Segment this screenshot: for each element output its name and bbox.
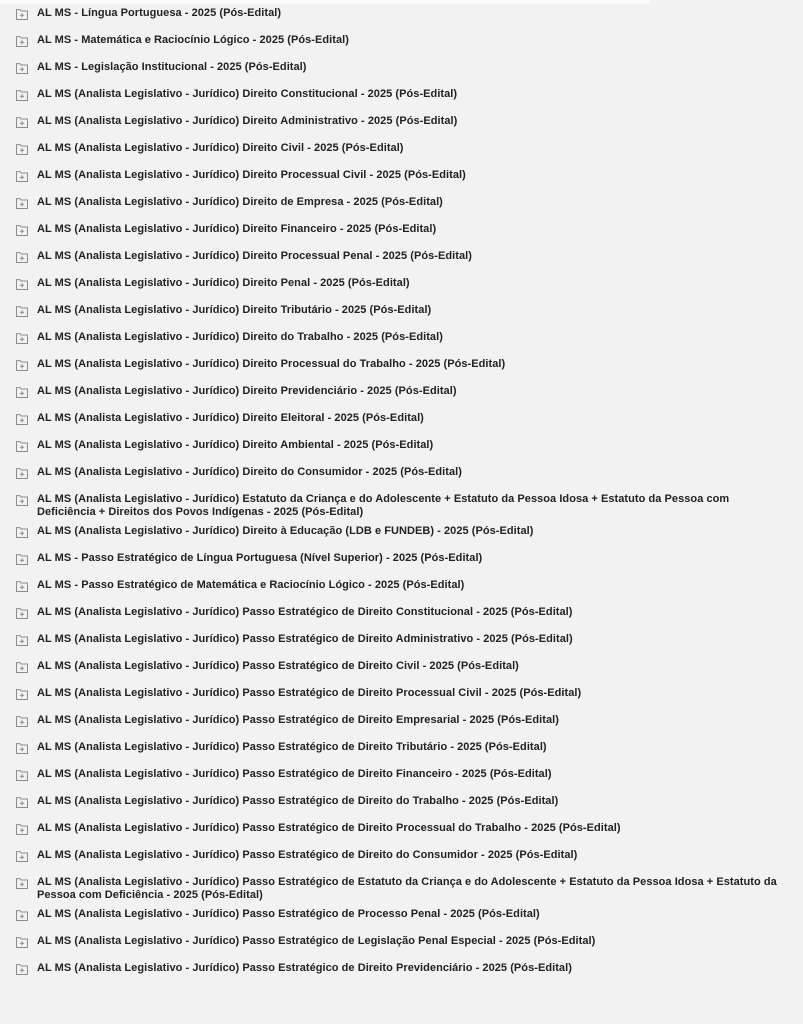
folder-plus-icon[interactable]	[16, 63, 28, 74]
folder-plus-icon[interactable]	[16, 117, 28, 128]
course-list-item[interactable]	[0, 905, 803, 932]
course-list-item[interactable]	[0, 792, 803, 819]
folder-plus-icon[interactable]	[16, 171, 28, 182]
course-list-item[interactable]	[0, 166, 803, 193]
course-list-item[interactable]	[0, 220, 803, 247]
folder-plus-icon[interactable]	[16, 306, 28, 317]
course-list-item[interactable]	[0, 112, 803, 139]
course-list-item[interactable]	[0, 490, 803, 522]
course-list-item[interactable]	[0, 355, 803, 382]
course-list-item[interactable]	[0, 463, 803, 490]
course-list-item[interactable]	[0, 711, 803, 738]
folder-plus-icon[interactable]	[16, 495, 28, 506]
folder-plus-icon[interactable]	[16, 414, 28, 425]
course-title: AL MS (Analista Legislativo - Jurídico) Direito Constitucional - 2025 (Pós-Edital)	[37, 88, 458, 100]
course-list-item[interactable]	[0, 738, 803, 765]
course-title: AL MS - Passo Estratégico de Matemática e Raciocínio Lógico - 2025 (Pós-Edital)	[37, 579, 465, 591]
course-title: AL MS (Analista Legislativo - Jurídico) Direito Tributário - 2025 (Pós-Edital)	[37, 304, 432, 316]
course-title: AL MS (Analista Legislativo - Jurídico) Passo Estratégico de Direito Empresarial - 2025 (Pós-Edital)	[37, 714, 559, 726]
course-title: AL MS (Analista Legislativo - Jurídico) Direito Previdenciário - 2025 (Pós-Edital)	[37, 385, 457, 397]
course-list-item[interactable]	[0, 31, 803, 58]
folder-plus-icon[interactable]	[16, 9, 28, 20]
course-title: AL MS (Analista Legislativo - Jurídico) Direito de Empresa - 2025 (Pós-Edital)	[37, 196, 443, 208]
course-title: AL MS (Analista Legislativo - Jurídico) Passo Estratégico de Direito Previdenciário - 2025 (Pós-Edital)	[37, 962, 572, 974]
course-title: AL MS (Analista Legislativo - Jurídico) Direito Processual Civil - 2025 (Pós-Edital)	[37, 169, 466, 181]
course-title: AL MS - Passo Estratégico de Língua Portuguesa (Nível Superior) - 2025 (Pós-Edital)	[37, 552, 483, 564]
folder-plus-icon[interactable]	[16, 468, 28, 479]
course-title: AL MS (Analista Legislativo - Jurídico) Passo Estratégico de Direito do Consumidor - 2025 (Pós-Edital)	[37, 849, 578, 861]
course-list-item[interactable]	[0, 819, 803, 846]
folder-plus-icon[interactable]	[16, 851, 28, 862]
course-title: AL MS (Analista Legislativo - Jurídico) Direito do Trabalho - 2025 (Pós-Edital)	[37, 331, 443, 343]
course-title: AL MS (Analista Legislativo - Jurídico) Passo Estratégico de Direito Processual Civil - 2025 (Pós-Edital)	[37, 687, 582, 699]
folder-plus-icon[interactable]	[16, 333, 28, 344]
course-list-item[interactable]	[0, 576, 803, 603]
course-title: AL MS (Analista Legislativo - Jurídico) Direito à Educação (LDB e FUNDEB) - 2025 (Pós-Edital)	[37, 525, 534, 537]
folder-plus-icon[interactable]	[16, 581, 28, 592]
course-title: AL MS (Analista Legislativo - Jurídico) Direito Penal - 2025 (Pós-Edital)	[37, 277, 410, 289]
folder-plus-icon[interactable]	[16, 878, 28, 889]
course-title: AL MS (Analista Legislativo - Jurídico) Direito Administrativo - 2025 (Pós-Edital)	[37, 115, 458, 127]
folder-plus-icon[interactable]	[16, 910, 28, 921]
folder-plus-icon[interactable]	[16, 608, 28, 619]
course-list-item[interactable]	[0, 657, 803, 684]
course-title: AL MS (Analista Legislativo - Jurídico) Passo Estratégico de Direito do Trabalho - 2025 (Pós-Edital)	[37, 795, 559, 807]
course-list-item[interactable]	[0, 846, 803, 873]
folder-plus-icon[interactable]	[16, 689, 28, 700]
course-list-item[interactable]	[0, 58, 803, 85]
folder-plus-icon[interactable]	[16, 252, 28, 263]
folder-plus-icon[interactable]	[16, 225, 28, 236]
course-list-item[interactable]	[0, 4, 803, 31]
course-title: AL MS (Analista Legislativo - Jurídico) Direito Processual do Trabalho - 2025 (Pós-Edital)	[37, 358, 506, 370]
course-title: AL MS - Língua Portuguesa - 2025 (Pós-Edital)	[37, 7, 282, 19]
folder-plus-icon[interactable]	[16, 770, 28, 781]
course-title: AL MS (Analista Legislativo - Jurídico) Passo Estratégico de Direito Processual do Trabalho - 2025 (Pós-Edital)	[37, 822, 621, 834]
folder-plus-icon[interactable]	[16, 90, 28, 101]
course-list-item[interactable]	[0, 932, 803, 959]
course-list-item[interactable]	[0, 328, 803, 355]
course-title: AL MS (Analista Legislativo - Jurídico) Direito do Consumidor - 2025 (Pós-Edital)	[37, 466, 462, 478]
folder-plus-icon[interactable]	[16, 360, 28, 371]
course-title: AL MS (Analista Legislativo - Jurídico) Passo Estratégico de Legislação Penal Especial - 2025 (Pós-Edital)	[37, 935, 596, 947]
folder-plus-icon[interactable]	[16, 144, 28, 155]
folder-plus-icon[interactable]	[16, 937, 28, 948]
course-list-item[interactable]	[0, 549, 803, 576]
course-title: AL MS (Analista Legislativo - Jurídico) Passo Estratégico de Direito Financeiro - 2025 (Pós-Edital)	[37, 768, 552, 780]
course-list-item[interactable]	[0, 522, 803, 549]
course-list-item[interactable]	[0, 603, 803, 630]
folder-plus-icon[interactable]	[16, 716, 28, 727]
course-title: AL MS (Analista Legislativo - Jurídico) Passo Estratégico de Processo Penal - 2025 (Pós-Edital)	[37, 908, 540, 920]
course-list-item[interactable]	[0, 139, 803, 166]
course-list-item[interactable]	[0, 436, 803, 463]
folder-plus-icon[interactable]	[16, 279, 28, 290]
course-title: AL MS (Analista Legislativo - Jurídico) Direito Eleitoral - 2025 (Pós-Edital)	[37, 412, 424, 424]
folder-plus-icon[interactable]	[16, 635, 28, 646]
course-list-item[interactable]	[0, 684, 803, 711]
folder-plus-icon[interactable]	[16, 198, 28, 209]
course-title: AL MS (Analista Legislativo - Jurídico) Passo Estratégico de Direito Civil - 2025 (Pós-Edital)	[37, 660, 519, 672]
course-title: AL MS (Analista Legislativo - Jurídico) Passo Estratégico de Direito Administrativo - 2025 (Pós-Edital)	[37, 633, 573, 645]
course-title: AL MS - Matemática e Raciocínio Lógico - 2025 (Pós-Edital)	[37, 34, 349, 46]
folder-plus-icon[interactable]	[16, 743, 28, 754]
course-list-item[interactable]	[0, 274, 803, 301]
course-list-item[interactable]	[0, 409, 803, 436]
course-title: AL MS (Analista Legislativo - Jurídico) Passo Estratégico de Estatuto da Criança e do Adolescente + Estatuto da Pessoa Idosa + Estatuto da Pessoa com Deficiência - 2025 (Pós-Edital)	[37, 876, 777, 901]
course-list-item[interactable]	[0, 193, 803, 220]
course-list-item[interactable]	[0, 301, 803, 328]
folder-plus-icon[interactable]	[16, 36, 28, 47]
course-list-item[interactable]	[0, 959, 803, 986]
course-title: AL MS (Analista Legislativo - Jurídico) Direito Processual Penal - 2025 (Pós-Edital)	[37, 250, 472, 262]
course-list-item[interactable]	[0, 630, 803, 657]
course-title: AL MS (Analista Legislativo - Jurídico) Estatuto da Criança e do Adolescente + Estatuto da Pessoa Idosa + Estatuto da Pessoa com Deficiência + Direitos dos Povos Indígenas - 2025 (Pós-Edital)	[37, 493, 730, 518]
folder-plus-icon[interactable]	[16, 662, 28, 673]
course-title: AL MS (Analista Legislativo - Jurídico) Direito Civil - 2025 (Pós-Edital)	[37, 142, 404, 154]
course-title: AL MS - Legislação Institucional - 2025 (Pós-Edital)	[37, 61, 307, 73]
course-title: AL MS (Analista Legislativo - Jurídico) Passo Estratégico de Direito Constitucional - 2025 (Pós-Edital)	[37, 606, 573, 618]
course-list-item[interactable]	[0, 765, 803, 792]
course-list-item[interactable]	[0, 873, 803, 905]
course-list-item[interactable]	[0, 85, 803, 112]
folder-plus-icon[interactable]	[16, 824, 28, 835]
folder-plus-icon[interactable]	[16, 527, 28, 538]
course-title: AL MS (Analista Legislativo - Jurídico) Passo Estratégico de Direito Tributário - 2025 (Pós-Edital)	[37, 741, 547, 753]
course-list-item[interactable]	[0, 247, 803, 274]
course-list-item[interactable]	[0, 382, 803, 409]
folder-plus-icon[interactable]	[16, 797, 28, 808]
folder-plus-icon[interactable]	[16, 387, 28, 398]
course-title: AL MS (Analista Legislativo - Jurídico) Direito Ambiental - 2025 (Pós-Edital)	[37, 439, 434, 451]
folder-plus-icon[interactable]	[16, 441, 28, 452]
course-title: AL MS (Analista Legislativo - Jurídico) Direito Financeiro - 2025 (Pós-Edital)	[37, 223, 437, 235]
folder-plus-icon[interactable]	[16, 964, 28, 975]
folder-plus-icon[interactable]	[16, 554, 28, 565]
